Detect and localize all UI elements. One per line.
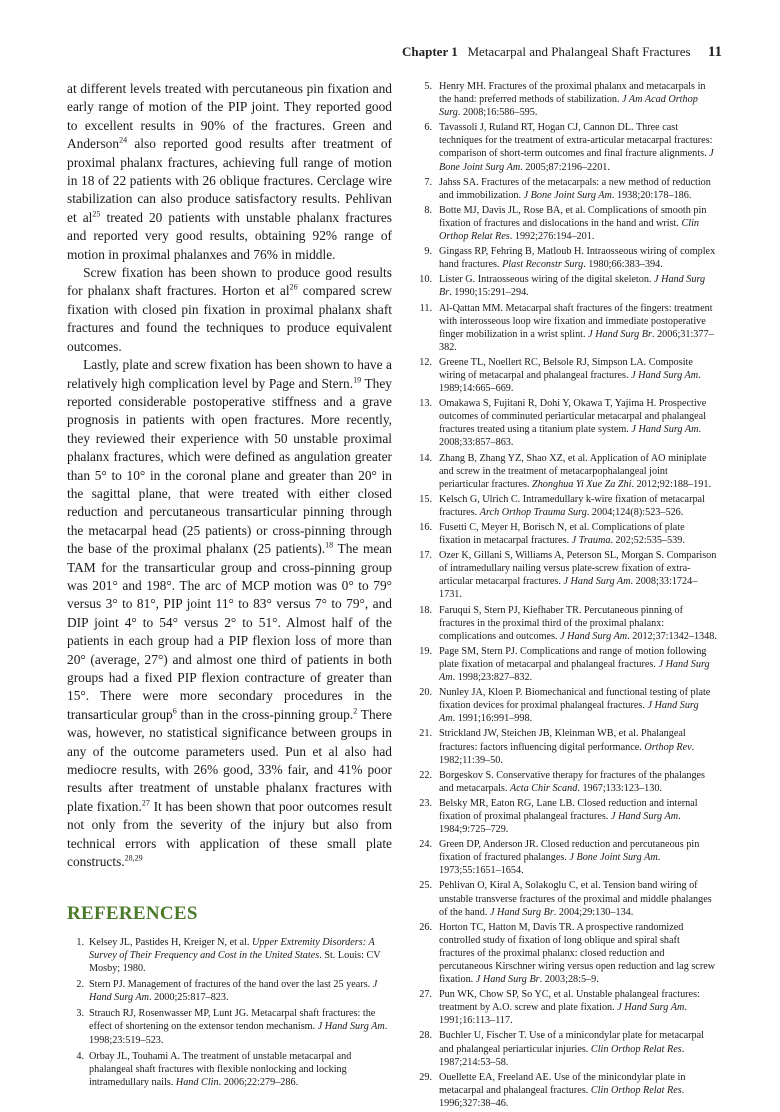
reference-details: . 1982;11:39–50.	[439, 741, 695, 766]
body-paragraph-3	[67, 356, 392, 871]
reference-journal: Upper Extremity Disorders: A Survey of Their Frequency and Cost in the United States	[89, 936, 375, 961]
reference-authors-title: Fusetti C, Meyer H, Borisch N, et al. Complications of plate fixation in metacarpal fractures.	[439, 522, 685, 547]
citation: 24	[119, 135, 128, 145]
reference-journal: J Hand Surg Am	[89, 979, 378, 1004]
reference-journal: J Bone Joint Surg Am	[523, 189, 612, 201]
reference-journal: J Am Acad Orthop Surg	[439, 94, 698, 119]
text-run: Lastly, plate and screw fixation has been shown to have a relatively high complication level by Page and Stern.	[67, 357, 392, 391]
reference-item	[414, 686, 717, 725]
citation: 19	[353, 375, 362, 385]
reference-item	[414, 1071, 717, 1110]
reference-number: 14.	[419, 452, 432, 464]
text-run: It has been shown that poor outcomes result not only from the severity of the injury but also from technical errors with application of these small plate constructs.	[67, 798, 393, 870]
reference-number: 20.	[419, 687, 432, 699]
reference-details: . 1998;23:519–523.	[89, 1021, 388, 1046]
text-run: treated 20 patients with unstable phalanx fractures and reported very good results, obtaining 92% range of motion in proximal phalanxes and 76% in middle.	[67, 209, 392, 262]
reference-item	[414, 204, 717, 243]
reference-authors-title: Pehlivan O, Kiral A, Solakoglu C, et al. Tension band wiring of unstable transverse fractures of the proximal and middle phalanges of the hand.	[439, 880, 712, 918]
reference-details: . 1998;23:827–832.	[452, 672, 533, 684]
reference-authors-title: Henry MH. Fractures of the proximal phalanx and metacarpals in the hand: preferred methods of stabilization.	[439, 81, 706, 106]
reference-details: . 1967;133:123–130.	[577, 782, 662, 794]
reference-details: . 2008;16:586–595.	[457, 107, 538, 119]
reference-journal: Plast Reconstr Surg	[502, 259, 584, 271]
reference-details: . 2000;25:817–823.	[149, 992, 229, 1004]
reference-journal: Clin Orthop Relat Res	[590, 1043, 682, 1055]
reference-authors-title: Strauch RJ, Rosenwasser MP, Lunt JG. Metacarpal shaft fractures: the effect of shortening on the extensor tendon mechanism.	[89, 1008, 376, 1033]
text-run: They reported considerable postoperative stiffness and a grave prognosis in patients with open fractures. More recently, they reviewed their experience with 50 unstable proximal phalanx fractures, which were defined as angulation greater than 5° to 10° in the coronal plane and greater than 20° in the sagittal plane, that were treated with either closed reduction and percutaneous transarticular pinning through the metacarpal head (25 patients) or cross-pinning through the base of the proximal phalanx (25 patients).	[67, 375, 392, 557]
reference-item	[414, 769, 717, 795]
reference-number: 17.	[419, 550, 432, 562]
reference-item	[414, 838, 717, 877]
reference-authors-title: Ouellette EA, Freeland AE. Use of the minicondylar plate in metacarpal and phalangeal fractures.	[439, 1071, 686, 1096]
reference-item	[414, 521, 717, 547]
reference-details: . 1991;16:991–998.	[452, 713, 533, 725]
reference-number: 6.	[424, 122, 432, 134]
reference-item	[414, 80, 717, 119]
reference-authors-title: Pun WK, Chow SP, So YC, et al. Unstable phalangeal fractures: treatment by A.O. screw and plate fixation.	[439, 989, 700, 1014]
reference-journal: J Hand Surg Am	[617, 1002, 685, 1014]
reference-authors-title: Belsky MR, Eaton RG, Lane LB. Closed reduction and internal fixation of proximal phalangeal fractures.	[439, 797, 698, 822]
reference-item	[67, 1007, 392, 1046]
reference-details: . 2006;22:279–286.	[218, 1076, 299, 1088]
reference-journal: J Hand Surg Am	[439, 700, 699, 725]
reference-authors-title: Omakawa S, Fujitani R, Dohi Y, Okawa T, Yajima H. Prospective outcomes of comminuted periarticular metacarpal and phalangeal fractures treated using a titanium plate system.	[439, 398, 707, 436]
reference-journal: J Hand Surg Br	[588, 328, 652, 340]
reference-number: 7.	[424, 176, 432, 188]
running-header	[402, 44, 722, 61]
reference-details: . 202;52:535–539.	[610, 535, 685, 547]
reference-item	[414, 988, 717, 1027]
reference-authors-title: Borgeskov S. Conservative therapy for fractures of the phalanges and metacarpals.	[439, 769, 706, 794]
reference-number: 2.	[76, 979, 84, 991]
reference-journal: Arch Orthop Trauma Surg	[479, 506, 587, 518]
reference-number: 18.	[419, 604, 432, 616]
reference-authors-title: Tavassoli J, Ruland RT, Hogan CJ, Cannon DL. Three cast techniques for the treatment of extra-articular metacarpal fractures: comparison of short-term outcomes and final fracture alignments.	[439, 122, 713, 160]
reference-journal: J Hand Surg Am	[439, 658, 710, 684]
reference-item	[414, 645, 717, 684]
reference-authors-title: Al-Qattan MM. Metacarpal shaft fractures of the fingers: treatment with interosseous loop wire fixation and immediate postoperative finger mobilization in a wrist splint.	[439, 302, 713, 340]
reference-number: 22.	[419, 769, 432, 781]
reference-journal: Zhonghua Yi Xue Za Zhi	[532, 478, 632, 490]
citation: 25	[92, 209, 101, 219]
reference-number: 9.	[424, 246, 432, 258]
reference-authors-title: Greene TL, Noellert RC, Belsole RJ, Simpson LA. Composite wiring of metacarpal and phalangeal fractures.	[439, 356, 693, 381]
reference-journal: J Hand Surg Am	[631, 424, 699, 436]
reference-journal: Clin Orthop Relat Res	[590, 1084, 682, 1096]
reference-item	[414, 397, 717, 449]
reference-details: . 2012;37:1342–1348.	[627, 630, 717, 642]
reference-journal: J Hand Surg Br	[475, 974, 540, 986]
citation: 6	[172, 706, 177, 716]
reference-number: 21.	[419, 728, 432, 740]
citation: 28,29	[124, 853, 143, 863]
reference-number: 19.	[419, 645, 432, 657]
reference-number: 23.	[419, 797, 432, 809]
reference-number: 1.	[76, 936, 84, 948]
reference-journal: J Hand Surg Am	[631, 369, 699, 381]
reference-authors-title: Ozer K, Gillani S, Williams A, Peterson SL, Morgan S. Comparison of intramedullary nailing versus plate-screw fixation of extra-articular metacarpal fractures.	[439, 550, 717, 588]
reference-item	[67, 1050, 392, 1089]
references-heading: REFERENCES	[67, 903, 198, 925]
reference-number: 3.	[76, 1008, 84, 1020]
text-run: Screw fixation has been shown to produce good results for phalanx shaft fractures. Horton et al	[67, 265, 392, 299]
reference-details: . 2006;31:377–382.	[439, 328, 714, 353]
reference-item	[67, 936, 392, 975]
reference-number: 13.	[419, 398, 432, 410]
citation: 26	[289, 283, 298, 292]
reference-journal: J Hand Surg Am	[560, 630, 628, 642]
citation: 18	[325, 540, 334, 550]
chapter-title: Metacarpal and Phalangeal Shaft Fractures	[467, 44, 691, 59]
reference-journal: Acta Chir Scand	[510, 782, 578, 794]
reference-journal: J Hand Surg Am	[317, 1021, 385, 1033]
reference-authors-title: Strickland JW, Steichen JB, Kleinman WB, et al. Phalangeal fractures: factors influencing digital performance.	[439, 728, 686, 753]
reference-item	[414, 273, 717, 299]
reference-item	[414, 549, 717, 601]
reference-journal: J Hand Surg Br	[439, 274, 706, 299]
reference-number: 28.	[419, 1030, 432, 1042]
left-column	[67, 80, 392, 1092]
reference-number: 12.	[419, 356, 432, 368]
reference-number: 8.	[424, 204, 432, 216]
reference-details: . 1987;214:53–58.	[439, 1043, 685, 1068]
reference-item	[414, 493, 717, 519]
reference-authors-title: Zhang B, Zhang YZ, Shao XZ, et al. Application of AO miniplate and screw in the treatment of metacarpophalangeal joint periarticular fractures.	[439, 452, 707, 490]
reference-number: 25.	[419, 880, 432, 892]
body-paragraph-1	[67, 80, 392, 264]
reference-journal: Clin Orthop Relat Res	[439, 217, 700, 243]
reference-journal: J Hand Surg Am	[611, 810, 679, 822]
reference-details: . 1938;20:178–186.	[611, 189, 692, 201]
text-run: compared screw fixation with closed pin fixation in proximal phalanx shaft fractures and found the techniques to produce equivalent outcomes.	[67, 283, 392, 354]
reference-item	[414, 245, 717, 271]
reference-number: 10.	[419, 274, 432, 286]
reference-authors-title: Orbay JL, Touhami A. The treatment of unstable metacarpal and phalangeal shaft fractures with flexible nonlocking and locking intramedullary nails.	[89, 1050, 352, 1088]
reference-number: 4.	[76, 1050, 84, 1062]
text-run: The mean TAM for the transarticular group and cross-pinning group was 201° and 198°. The arc of MCP motion was 0° to 79° versus 3° to 81°, PIP joint 11° to 83° versus 7° to 79°, and DIP joint 4° to 54° versus 2° to 51°. Almost half of the patients in each group had a PIP flexion loss of more than 20° (average, 27°) and almost one third of patients in both groups had a fixed PIP flexion contracture of greater than 15°. There were more secondary procedures in the transarticular group	[67, 541, 392, 722]
reference-details: . 1990;15:291–294.	[449, 287, 529, 299]
reference-journal: J Bone Joint Surg Am	[439, 148, 714, 173]
reference-journal: J Hand Surg Am	[563, 576, 631, 588]
reference-item	[414, 302, 717, 354]
text-run: also reported good results after treatment of proximal phalanx fractures, achieving full range of motion in 18 of 22 patients with 26 oblique fractures. Cerclage wire stabilization can also produce satisfactory results. Pehlivan et al	[67, 136, 392, 225]
reference-item	[414, 176, 717, 202]
reference-details: . 2012;92:188–191.	[631, 478, 712, 490]
body-paragraph-2	[67, 264, 392, 356]
reference-number: 27.	[419, 989, 432, 1001]
reference-details: . 2008;33:1724–1731.	[439, 576, 698, 601]
reference-details: . St. Louis: CV Mosby; 1980.	[89, 949, 381, 975]
reference-item	[67, 978, 392, 1004]
reference-journal: J Hand Surg Br	[489, 906, 554, 918]
reference-item	[414, 356, 717, 395]
reference-authors-title: Nunley JA, Kloen P. Biomechanical and functional testing of plate fixation devices for proximal phalangeal fractures.	[439, 687, 711, 712]
reference-number: 29.	[419, 1071, 432, 1083]
references-list-left	[67, 936, 392, 1089]
reference-number: 15.	[419, 493, 432, 505]
reference-authors-title: Gingass RP, Fehring B, Matloub H. Intraosseous wiring of complex hand fractures.	[439, 246, 716, 271]
reference-authors-title: Lister G. Intraosseous wiring of the digital skeleton.	[439, 274, 655, 286]
reference-details: . 1980;66:383–394.	[583, 259, 663, 271]
reference-item	[414, 121, 717, 173]
reference-item	[414, 604, 717, 643]
text-run: than in the cross-pinning group.	[176, 706, 354, 722]
citation: 2	[353, 706, 358, 716]
page-number: 11	[707, 44, 722, 60]
reference-details: . 1973;55:1651–1654.	[439, 852, 661, 877]
right-column	[414, 80, 717, 1112]
reference-number: 16.	[419, 522, 432, 533]
chapter-label: Chapter 1	[402, 44, 458, 59]
reference-authors-title: Jahss SA. Fractures of the metacarpals: a new method of reduction and immobilization.	[439, 176, 711, 201]
reference-number: 24.	[419, 839, 432, 851]
reference-item	[414, 727, 717, 766]
reference-item	[414, 1029, 717, 1068]
reference-authors-title: Buchler U, Fischer T. Use of a minicondylar plate for metacarpal and phalangeal periarticular injuries.	[439, 1030, 704, 1055]
reference-item	[414, 797, 717, 836]
text-run: at different levels treated with percutaneous pin fixation and early range of motion of the PIP joint. They reported good to excellent results in 90% of the fractures. Green and Anderson	[67, 81, 392, 152]
reference-number: 11.	[419, 302, 432, 314]
reference-authors-title: Horton TC, Hatton M, Davis TR. A prospective randomized controlled study of fixation of long oblique and spiral shaft fractures of the proximal phalanx: closed reduction and percutaneous Kirschner wiring versus open reduction and lag screw fixation.	[439, 921, 716, 986]
reference-details: . 2005;87:2196–2201.	[520, 161, 610, 173]
reference-details: . 2004;29:130–134.	[553, 906, 634, 918]
reference-details: . 2003;28:5–9.	[539, 974, 599, 986]
reference-item	[414, 921, 717, 986]
reference-journal: J Trauma	[571, 535, 611, 547]
reference-number: 26.	[419, 921, 432, 933]
reference-journal: J Bone Joint Surg Am	[569, 852, 658, 864]
text-run: There was, however, no statistical significance between groups in any of the outcome parameters used. Pun et al also had mediocre results, with 26% good, 33% fair, and 41% poor results after treatment of unstable phalanx fractures with plate fixation.	[67, 706, 392, 814]
references-list-right	[414, 80, 717, 1110]
reference-journal: Hand Clin	[175, 1076, 219, 1088]
reference-authors-title: Botte MJ, Davis JL, Rose BA, et al. Complications of smooth pin fixation of fractures and dislocations in the hand and wrist.	[439, 204, 707, 229]
reference-details: . 2008;33:857–863.	[439, 424, 701, 449]
reference-authors-title: Page SM, Stern PJ. Complications and range of motion following plate fixation of metacarpal and phalangeal fractures.	[439, 645, 707, 670]
reference-number: 5.	[424, 81, 432, 92]
reference-authors-title: Kelsey JL, Pastides H, Kreiger N, et al.	[89, 936, 252, 948]
reference-details: . 2004;124(8):523–526.	[586, 506, 684, 518]
citation: 27	[141, 798, 150, 808]
reference-details: . 1989;14:665–669.	[439, 369, 701, 395]
reference-authors-title: Faruqui S, Stern PJ, Kiefhaber TR. Percutaneous pinning of fractures in the proximal third of the proximal phalanx: complications and outcomes.	[439, 604, 683, 642]
reference-details: . 1991;16:113–117.	[439, 1002, 687, 1027]
reference-authors-title: Green DP, Anderson JR. Closed reduction and percutaneous pin fixation of fractured phalanges.	[439, 839, 700, 864]
reference-item	[414, 452, 717, 491]
reference-authors-title: Stern PJ. Management of fractures of the hand over the last 25 years.	[89, 979, 373, 991]
reference-item	[414, 879, 717, 918]
reference-details: . 1984;9:725–729.	[439, 810, 681, 836]
reference-details: . 1992;276:194–201.	[509, 231, 595, 243]
reference-details: . 1996;327:38–46.	[439, 1084, 685, 1109]
reference-authors-title: Kelsch G, Ulrich C. Intramedullary k-wire fixation of metacarpal fractures.	[439, 493, 705, 518]
reference-journal: Orthop Rev	[644, 741, 692, 753]
